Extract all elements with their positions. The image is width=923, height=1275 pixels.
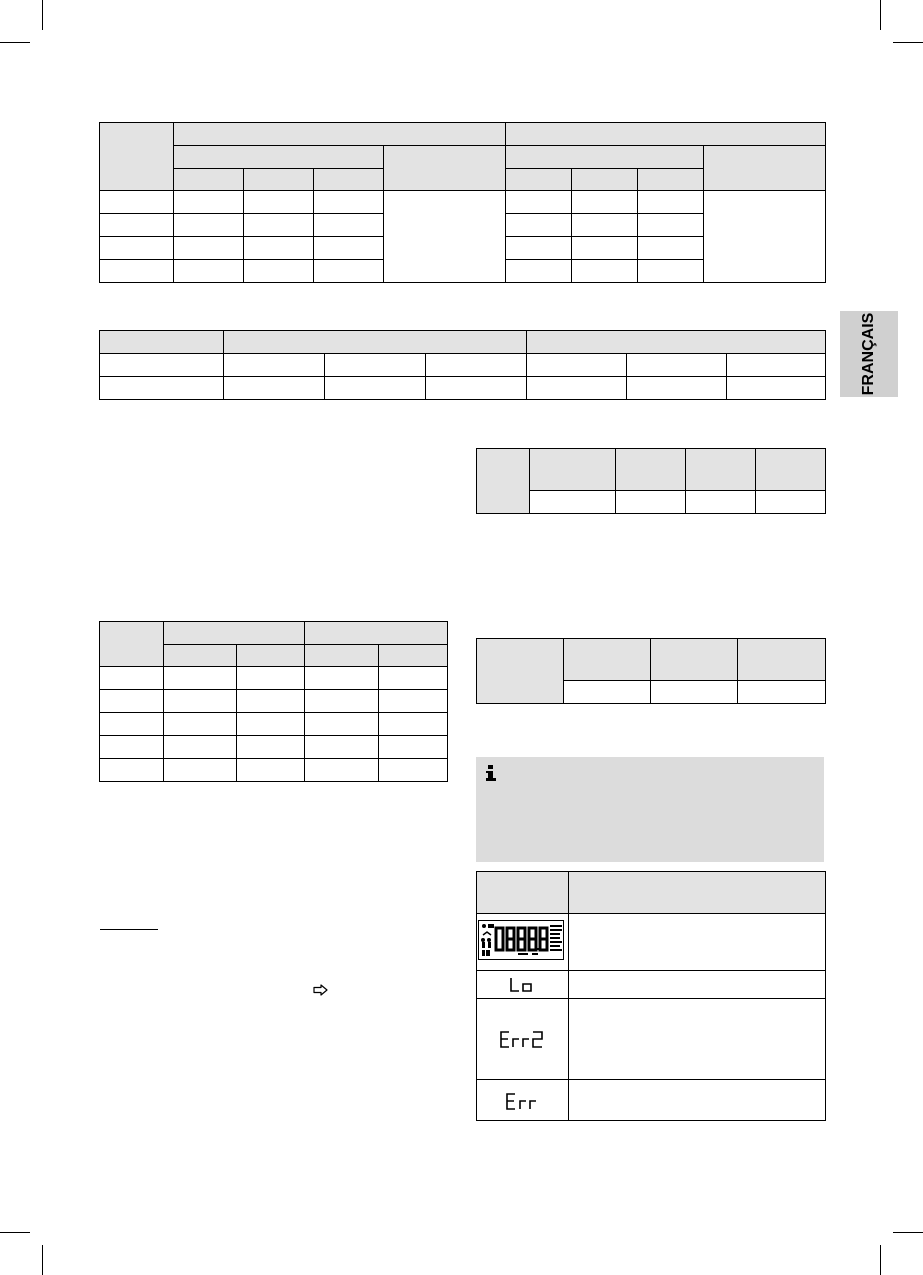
table-header — [477, 639, 564, 704]
table-cell — [100, 667, 164, 690]
table-cell — [164, 690, 237, 713]
table-cell — [100, 713, 164, 736]
table-4 — [99, 621, 448, 782]
table-cell — [379, 690, 448, 713]
table-cell — [384, 191, 506, 283]
table-header — [379, 645, 448, 667]
table-cell — [379, 667, 448, 690]
language-tab — [840, 311, 898, 397]
table-cell — [305, 759, 379, 782]
table-cell — [627, 354, 727, 377]
table-cell — [164, 667, 237, 690]
table-header — [756, 449, 826, 491]
table-cell — [426, 354, 527, 377]
table-cell — [314, 237, 384, 260]
table-row — [100, 713, 448, 736]
table-header — [477, 872, 569, 914]
table-cell — [244, 191, 314, 214]
table-cell — [379, 713, 448, 736]
table-header — [564, 639, 651, 681]
table-cell — [174, 191, 244, 214]
table-header — [738, 639, 826, 681]
table-cell — [237, 690, 305, 713]
table-cell — [174, 214, 244, 237]
table-cell — [100, 354, 224, 377]
crop-mark — [880, 1245, 881, 1275]
note-box — [476, 757, 824, 862]
table-header — [686, 449, 756, 491]
table-5 — [476, 638, 826, 704]
table-header — [174, 169, 244, 191]
table-cell — [506, 214, 572, 237]
table-cell — [564, 681, 651, 704]
table-cell — [325, 377, 426, 400]
table-header — [569, 872, 826, 914]
table-cell — [305, 690, 379, 713]
language-tab-label: FRANÇAIS — [860, 312, 877, 396]
table-cell — [638, 214, 704, 237]
table-row — [100, 377, 826, 400]
table-cell — [224, 377, 325, 400]
table-cell — [314, 260, 384, 283]
table-cell — [572, 237, 638, 260]
table-header — [244, 169, 314, 191]
table-cell — [237, 667, 305, 690]
table-cell — [237, 713, 305, 736]
table-cell — [100, 237, 174, 260]
table-header — [100, 331, 224, 354]
table-cell — [638, 260, 704, 283]
table-cell — [426, 377, 527, 400]
table-cell — [100, 690, 164, 713]
table-header — [314, 169, 384, 191]
crop-mark — [880, 0, 881, 30]
table-cell — [305, 713, 379, 736]
table-header — [651, 639, 738, 681]
table-cell — [244, 214, 314, 237]
table-cell — [756, 491, 826, 514]
table-cell — [100, 759, 164, 782]
crop-mark — [0, 42, 30, 43]
table-header — [224, 331, 527, 354]
table-3 — [476, 448, 826, 514]
crop-mark — [893, 1232, 923, 1233]
table-cell — [314, 191, 384, 214]
table-header — [506, 169, 572, 191]
table-cell — [100, 191, 174, 214]
table-cell — [100, 736, 164, 759]
table-cell — [572, 214, 638, 237]
table-cell — [305, 667, 379, 690]
table-cell — [174, 237, 244, 260]
crop-mark — [42, 1245, 43, 1275]
table-cell — [638, 237, 704, 260]
table-cell — [569, 971, 826, 999]
table-row — [477, 491, 826, 514]
table-cell — [379, 759, 448, 782]
table-cell — [572, 191, 638, 214]
table-header — [174, 123, 506, 146]
table-header — [506, 146, 704, 169]
table-cell — [506, 260, 572, 283]
table-cell — [100, 123, 174, 191]
table-cell — [237, 759, 305, 782]
table-row — [100, 759, 448, 782]
table-cell — [527, 377, 627, 400]
table-cell — [627, 377, 727, 400]
table-header — [477, 449, 530, 514]
table-cell — [572, 260, 638, 283]
table-cell — [379, 736, 448, 759]
table-cell — [686, 491, 756, 514]
table-row — [100, 191, 826, 214]
table-1 — [99, 122, 826, 283]
table-header — [572, 169, 638, 191]
table-header — [164, 645, 237, 667]
table-cell — [651, 681, 738, 704]
table-cell — [569, 914, 826, 971]
lcd-full-display-icon — [478, 920, 564, 960]
table-cell — [224, 354, 325, 377]
table-header — [384, 146, 506, 191]
table-cell — [100, 377, 224, 400]
lcd-err2-icon — [500, 1031, 544, 1049]
table-cell — [164, 736, 237, 759]
table-2 — [99, 330, 826, 400]
table-cell — [738, 681, 826, 704]
table-cell — [164, 713, 237, 736]
table-header — [527, 331, 826, 354]
table-cell — [100, 260, 174, 283]
table-header — [506, 123, 826, 146]
table-cell — [325, 354, 426, 377]
lcd-lo-icon — [509, 977, 535, 993]
crop-mark — [893, 42, 923, 43]
table-cell — [638, 191, 704, 214]
table-header — [237, 645, 305, 667]
table-header — [616, 449, 686, 491]
crop-mark — [0, 1232, 30, 1233]
table-header — [305, 645, 379, 667]
table-header — [174, 146, 384, 169]
arrow-right-outline-icon — [313, 983, 329, 995]
table-cell — [244, 260, 314, 283]
table-cell — [174, 260, 244, 283]
table-cell — [569, 1080, 826, 1121]
table-header — [530, 449, 616, 491]
table-cell — [244, 237, 314, 260]
crop-mark — [42, 0, 43, 30]
table-cell — [506, 191, 572, 214]
table-cell — [727, 354, 826, 377]
table-cell — [305, 736, 379, 759]
table-cell — [527, 354, 627, 377]
table-cell — [704, 191, 826, 283]
table-row — [100, 667, 448, 690]
table-cell — [569, 999, 826, 1080]
table-row — [100, 736, 448, 759]
table-header — [164, 622, 305, 645]
table-cell — [506, 237, 572, 260]
table-cell — [530, 491, 616, 514]
table-cell — [314, 214, 384, 237]
table-row — [100, 690, 448, 713]
table-header — [638, 169, 704, 191]
table-row — [100, 354, 826, 377]
lcd-err-icon — [506, 1093, 538, 1111]
table-cell — [237, 736, 305, 759]
table-cell — [100, 214, 174, 237]
table-header — [305, 622, 448, 645]
table-header — [704, 146, 826, 191]
underline-rule — [100, 929, 158, 930]
table-cell — [164, 759, 237, 782]
table-cell — [727, 377, 826, 400]
error-code-table — [476, 871, 826, 1121]
table-cell — [616, 491, 686, 514]
info-icon — [484, 765, 498, 781]
table-header — [100, 622, 164, 667]
